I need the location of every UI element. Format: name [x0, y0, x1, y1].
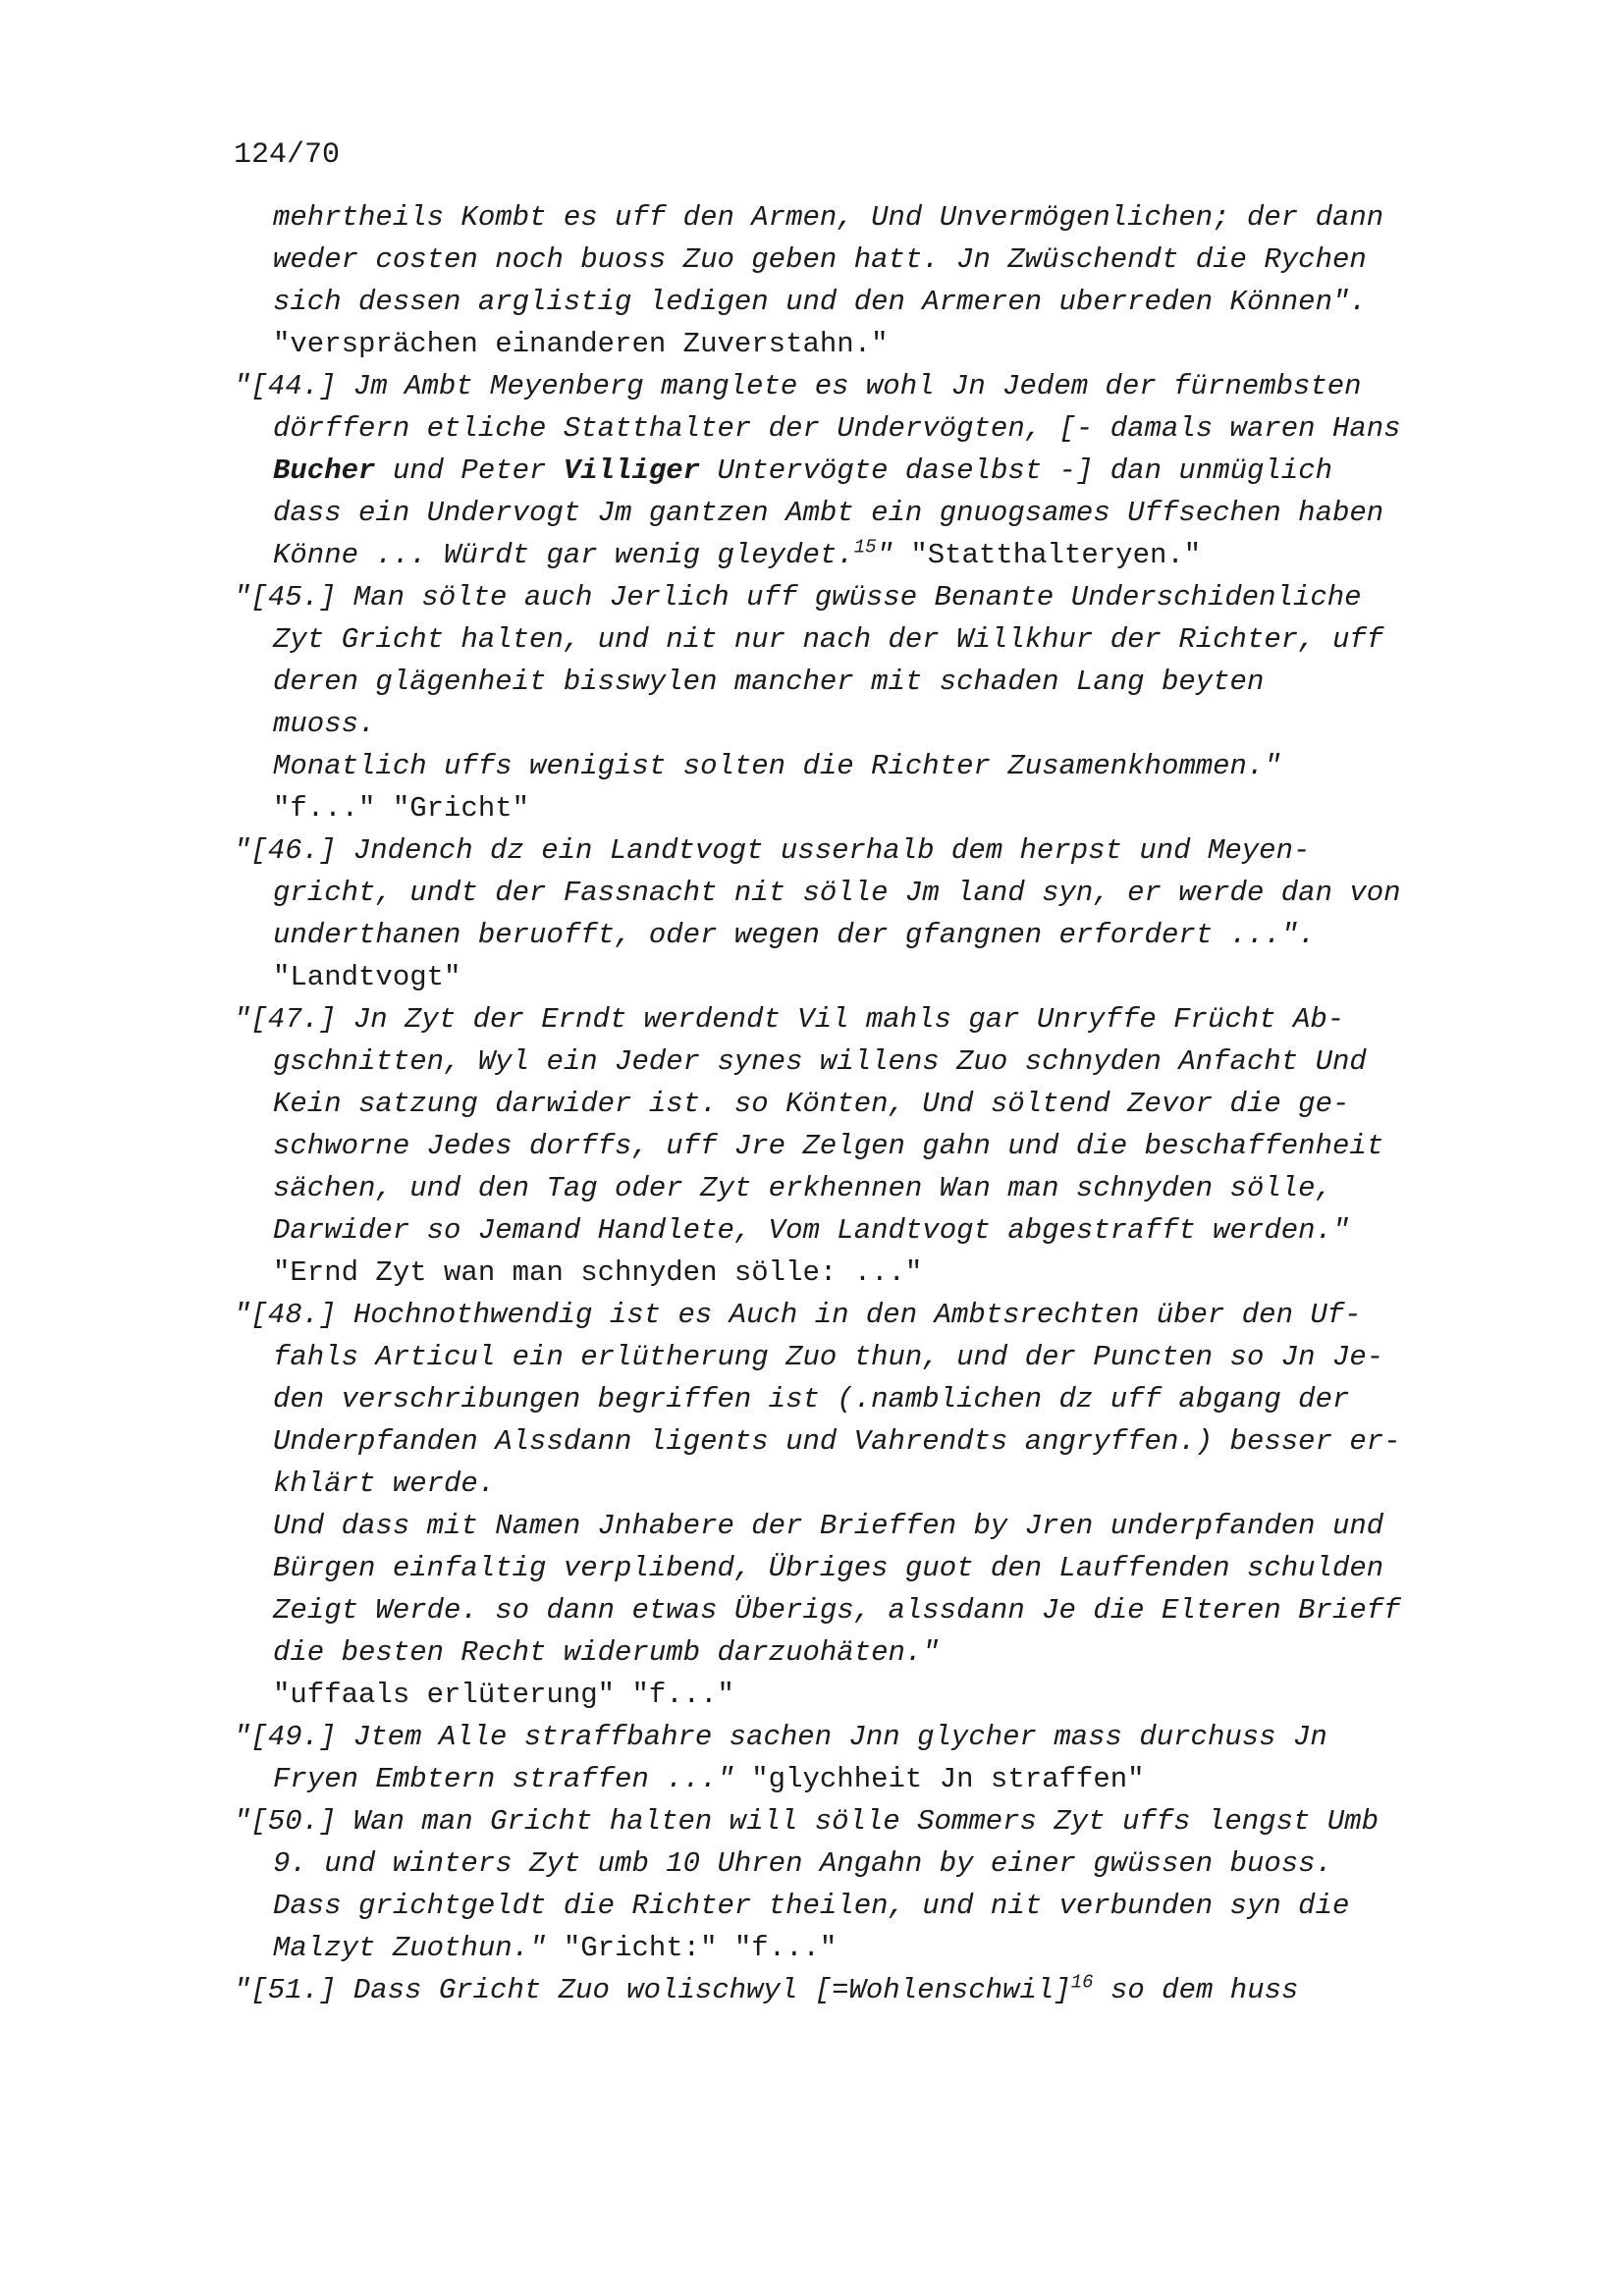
text-line: dörffern etliche Statthalter der Undervögten, [- damals waren Hans	[273, 412, 1401, 445]
text-line: "uffaals erlüterung" "f..."	[273, 1679, 734, 1711]
page-number: 124/70	[234, 138, 341, 172]
text-line: "Landtvogt"	[273, 961, 461, 993]
text-line: Zeigt Werde. so dann etwas Überigs, alssdann Je die Elteren Brieff	[273, 1594, 1401, 1627]
text-line: gricht, undt der Fassnacht nit sölle Jm land syn, er werde dan von	[273, 877, 1401, 909]
text-line: "[49.] Jtem Alle straffbahre sachen Jnn glycher mass durchuss Jn	[234, 1721, 1327, 1753]
text-line: Bucher und Peter Villiger Untervögte daselbst -] dan unmüglich	[273, 454, 1332, 487]
name-bucher: Bucher	[273, 454, 376, 487]
text-line: Fryen Embtern straffen ..." "glychheit Jn straffen"	[273, 1763, 1145, 1795]
text-line: fahls Articul ein erlütherung Zuo thun, und der Puncten so Jn Je-	[273, 1341, 1384, 1373]
text-line: muoss.	[273, 708, 376, 740]
text-line: "versprächen einanderen Zuverstahn."	[273, 328, 889, 360]
text-line: 9. und winters Zyt umb 10 Uhren Angahn by einer gwüssen buoss.	[273, 1847, 1332, 1880]
text-line: "[44.] Jm Ambt Meyenberg manglete es wohl Jn Jedem der fürnembsten	[234, 370, 1362, 402]
text-line: khlärt werde.	[273, 1468, 496, 1500]
text-line: "[48.] Hochnothwendig ist es Auch in den Ambtsrechten über den Uf-	[234, 1299, 1362, 1331]
text-line: deren glägenheit bisswylen mancher mit schaden Lang beyten	[273, 666, 1265, 698]
text-line: "[47.] Jn Zyt der Erndt werdendt Vil mahls gar Unryffe Frücht Ab-	[234, 1003, 1345, 1036]
text-line: Zyt Gricht halten, und nit nur nach der Willkhur der Richter, uff	[273, 623, 1384, 656]
text-line: mehrtheils Kombt es uff den Armen, Und Unvermögenlichen; der dann	[273, 201, 1384, 234]
text-line: gschnitten, Wyl ein Jeder synes willens Zuo schnyden Anfacht Und	[273, 1045, 1367, 1078]
text-line: "[50.] Wan man Gricht halten will sölle Sommers Zyt uffs lengst Umb	[234, 1805, 1379, 1838]
footnote-ref-16: 16	[1070, 1971, 1094, 1994]
text-line: sich dessen arglistig ledigen und den Armeren uberreden Können".	[273, 286, 1367, 318]
name-villiger: Villiger	[563, 454, 701, 487]
document-body	[234, 196, 1510, 2011]
text-line: weder costen noch buoss Zuo geben hatt. Jn Zwüschendt die Rychen	[273, 243, 1367, 276]
text-line: Darwider so Jemand Handlete, Vom Landtvogt abgestrafft werden."	[273, 1214, 1350, 1247]
text-line: Bürgen einfaltig verplibend, Übriges guot den Lauffenden schulden	[273, 1552, 1384, 1584]
text-line: Kein satzung darwider ist. so Könten, Und söltend Zevor die ge-	[273, 1088, 1350, 1120]
text-line: "[46.] Jndench dz ein Landtvogt usserhalb dem herpst und Meyen-	[234, 834, 1311, 867]
text-line: die besten Recht widerumb darzuohäten."	[273, 1636, 940, 1669]
footnote-ref-15: 15	[853, 536, 877, 559]
text-line: Dass grichtgeldt die Richter theilen, und nit verbunden syn die	[273, 1890, 1350, 1922]
text-line: den verschribungen begriffen ist (.namblichen dz uff abgang der	[273, 1383, 1350, 1415]
text-line: "f..." "Gricht"	[273, 792, 530, 825]
text-line: "[45.] Man sölte auch Jerlich uff gwüsse Benante Underschidenliche	[234, 581, 1362, 614]
text-line: Könne ... Würdt gar wenig gleydet.$^{15}$" "Statthalteryen."	[273, 536, 1202, 571]
text-line: dass ein Undervogt Jm gantzen Ambt ein gnuogsames Uffsechen haben	[273, 497, 1384, 529]
text-line: Underpfanden Alssdann ligents und Vahrendts angryffen.) besser er-	[273, 1425, 1401, 1458]
text-line: sächen, und den Tag oder Zyt erkhennen Wan man schnyden sölle,	[273, 1172, 1332, 1204]
text-line: "[51.] Dass Gricht Zuo wolischwyl [=Wohlenschwil]$^{16}$ so dem huss	[234, 1971, 1299, 2006]
text-line: underthanen beruofft, oder wegen der gfangnen erfordert ...".	[273, 919, 1316, 951]
text-line: "Ernd Zyt wan man schnyden sölle: ..."	[273, 1256, 923, 1289]
text-line: Und dass mit Namen Jnhabere der Brieffen by Jren underpfanden und	[273, 1510, 1384, 1542]
text-line: Monatlich uffs wenigist solten die Richter Zusamenkhommen."	[273, 750, 1281, 782]
text-line: Malzyt Zuothun." "Gricht:" "f..."	[273, 1932, 838, 1964]
text-line: schworne Jedes dorffs, uff Jre Zelgen gahn und die beschaffenheit	[273, 1130, 1384, 1162]
